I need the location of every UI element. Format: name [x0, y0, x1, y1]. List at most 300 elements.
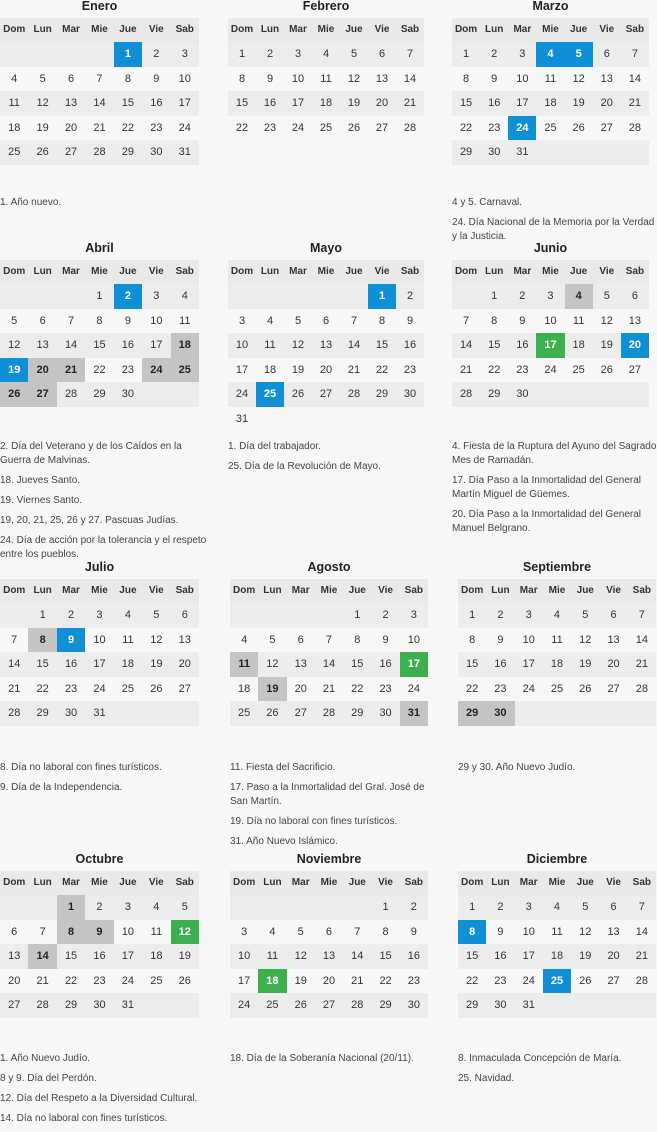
day-cell[interactable]: 26 [287, 993, 315, 1018]
day-cell[interactable]: 4 [312, 42, 340, 67]
day-cell[interactable]: 10 [516, 72, 529, 85]
day-cell[interactable]: 4 [536, 42, 564, 67]
day-cell[interactable]: 11 [258, 944, 286, 969]
day-cell[interactable]: 28 [628, 121, 642, 134]
day-cell[interactable]: 4 [543, 895, 571, 920]
day-cell[interactable]: 8 [469, 633, 476, 646]
day-cell[interactable]: 17 [114, 944, 142, 969]
day-cell[interactable]: 28 [403, 121, 417, 134]
day-cell[interactable]: 26 [579, 974, 592, 987]
day-cell[interactable]: 14 [343, 944, 371, 969]
day-cell[interactable]: 14 [340, 333, 368, 358]
day-cell[interactable]: 12 [579, 633, 592, 646]
day-cell[interactable]: 20 [322, 974, 336, 987]
day-cell[interactable]: 24 [93, 682, 106, 695]
day-cell[interactable]: 15 [368, 333, 396, 358]
day-cell[interactable]: 8 [378, 314, 386, 327]
day-cell[interactable]: 13 [607, 633, 620, 646]
day-cell[interactable]: 14 [635, 633, 648, 646]
day-cell[interactable]: 6 [593, 42, 621, 67]
day-cell[interactable]: 3 [241, 925, 248, 938]
day-cell[interactable]: 21 [621, 91, 649, 116]
day-cell[interactable]: 29 [57, 993, 85, 1018]
day-cell[interactable]: 24 [178, 121, 191, 134]
day-cell[interactable]: 19 [565, 91, 593, 116]
day-cell[interactable]: 5 [142, 603, 170, 628]
day-cell[interactable]: 1 [452, 42, 480, 67]
day-cell[interactable]: 17 [85, 652, 113, 677]
day-cell[interactable]: 16 [114, 333, 142, 358]
day-cell[interactable]: 28 [0, 701, 28, 726]
day-cell[interactable]: 16 [508, 333, 536, 358]
day-cell[interactable]: 13 [312, 333, 340, 358]
day-cell[interactable]: 21 [8, 682, 21, 695]
day-cell[interactable]: 15 [114, 91, 142, 116]
day-cell[interactable]: 13 [315, 944, 343, 969]
day-cell[interactable]: 1 [371, 895, 399, 920]
day-cell[interactable]: 22 [375, 363, 389, 376]
day-cell[interactable]: 1 [57, 895, 85, 920]
day-cell[interactable]: 5 [11, 314, 18, 327]
day-cell[interactable]: 23 [494, 974, 507, 987]
day-cell[interactable]: 28 [57, 382, 85, 407]
day-cell[interactable]: 27 [0, 993, 28, 1018]
day-cell[interactable]: 24 [230, 993, 258, 1018]
day-cell[interactable]: 24 [407, 682, 420, 695]
day-cell[interactable]: 25 [572, 363, 585, 376]
day-cell[interactable]: 23 [379, 682, 392, 695]
day-cell[interactable]: 27 [57, 140, 85, 165]
day-cell[interactable]: 4 [565, 284, 593, 309]
day-cell[interactable]: 11 [544, 72, 557, 85]
day-cell[interactable]: 20 [368, 91, 396, 116]
day-cell[interactable]: 3 [508, 42, 536, 67]
day-cell[interactable]: 8 [238, 72, 246, 85]
day-cell[interactable]: 17 [284, 91, 312, 116]
day-cell[interactable]: 14 [403, 72, 417, 85]
day-cell[interactable]: 12 [600, 314, 613, 327]
day-cell[interactable]: 26 [600, 363, 613, 376]
day-cell[interactable]: 10 [228, 333, 256, 358]
day-cell[interactable]: 5 [340, 42, 368, 67]
day-cell[interactable]: 5 [171, 895, 199, 920]
day-cell[interactable]: 30 [114, 382, 142, 407]
day-cell[interactable]: 12 [171, 920, 199, 945]
day-cell[interactable]: 6 [11, 925, 18, 938]
day-cell[interactable]: 18 [114, 652, 142, 677]
day-cell[interactable]: 3 [515, 603, 543, 628]
day-cell[interactable]: 25 [150, 974, 163, 987]
day-cell[interactable]: 1 [85, 284, 113, 309]
day-cell[interactable]: 25 [544, 121, 557, 134]
day-cell[interactable]: 10 [93, 633, 106, 646]
day-cell[interactable]: 25 [171, 358, 199, 383]
day-cell[interactable]: 4 [11, 72, 18, 85]
day-cell[interactable]: 21 [322, 682, 336, 695]
day-cell[interactable]: 10 [522, 633, 535, 646]
day-cell[interactable]: 22 [36, 682, 49, 695]
day-cell[interactable]: 9 [266, 72, 274, 85]
day-cell[interactable]: 30 [371, 701, 399, 726]
day-cell[interactable]: 22 [93, 363, 106, 376]
day-cell[interactable]: 19 [291, 363, 305, 376]
day-cell[interactable]: 12 [572, 72, 585, 85]
day-cell[interactable]: 19 [294, 974, 307, 987]
day-cell[interactable]: 28 [315, 701, 343, 726]
day-cell[interactable]: 12 [258, 652, 286, 677]
day-cell[interactable]: 26 [284, 382, 312, 407]
day-cell[interactable]: 6 [297, 633, 304, 646]
day-cell[interactable]: 7 [396, 42, 424, 67]
day-cell[interactable]: 25 [230, 701, 258, 726]
day-cell[interactable]: 9 [57, 628, 85, 653]
day-cell[interactable]: 15 [452, 91, 480, 116]
day-cell[interactable]: 20 [593, 91, 621, 116]
day-cell[interactable]: 23 [403, 363, 417, 376]
day-cell[interactable]: 5 [269, 633, 276, 646]
day-cell[interactable]: 23 [121, 363, 135, 376]
day-cell[interactable]: 8 [28, 628, 56, 653]
day-cell[interactable]: 23 [64, 682, 78, 695]
day-cell[interactable]: 29 [368, 382, 396, 407]
day-cell[interactable]: 6 [599, 603, 627, 628]
day-cell[interactable]: 27 [607, 682, 620, 695]
day-cell[interactable]: 14 [0, 652, 28, 677]
day-cell[interactable]: 2 [114, 284, 142, 309]
day-cell[interactable]: 27 [607, 974, 620, 987]
day-cell[interactable]: 30 [508, 382, 536, 407]
day-cell[interactable]: 7 [621, 42, 649, 67]
day-cell[interactable]: 10 [407, 633, 420, 646]
day-cell[interactable]: 27 [178, 682, 191, 695]
day-cell[interactable]: 28 [452, 382, 480, 407]
day-cell[interactable]: 15 [228, 91, 256, 116]
day-cell[interactable]: 2 [396, 284, 424, 309]
day-cell[interactable]: 13 [28, 333, 56, 358]
day-cell[interactable]: 29 [343, 701, 371, 726]
day-cell[interactable]: 5 [571, 895, 599, 920]
day-cell[interactable]: 8 [124, 72, 131, 85]
day-cell[interactable]: 15 [343, 652, 371, 677]
day-cell[interactable]: 3 [238, 314, 246, 327]
day-cell[interactable]: 21 [396, 91, 424, 116]
day-cell[interactable]: 8 [491, 314, 498, 327]
day-cell[interactable]: 21 [628, 944, 656, 969]
day-cell[interactable]: 3 [85, 603, 113, 628]
day-cell[interactable]: 4 [543, 603, 571, 628]
day-cell[interactable]: 18 [8, 121, 21, 134]
day-cell[interactable]: 20 [294, 682, 307, 695]
day-cell[interactable]: 23 [150, 121, 163, 134]
day-cell[interactable]: 28 [28, 993, 56, 1018]
day-cell[interactable]: 31 [85, 701, 113, 726]
day-cell[interactable]: 2 [486, 603, 514, 628]
day-cell[interactable]: 11 [551, 925, 563, 938]
day-cell[interactable]: 14 [57, 333, 85, 358]
day-cell[interactable]: 15 [458, 944, 486, 969]
day-cell[interactable]: 4 [241, 633, 248, 646]
day-cell[interactable]: 12 [287, 944, 315, 969]
day-cell[interactable]: 30 [486, 993, 514, 1018]
day-cell[interactable]: 2 [508, 284, 536, 309]
day-cell[interactable]: 11 [150, 925, 163, 938]
day-cell[interactable]: 30 [142, 140, 170, 165]
day-cell[interactable]: 21 [57, 358, 85, 383]
day-cell[interactable]: 16 [57, 652, 85, 677]
day-cell[interactable]: 4 [269, 925, 276, 938]
day-cell[interactable]: 12 [347, 72, 361, 85]
day-cell[interactable]: 19 [171, 944, 199, 969]
day-cell[interactable]: 11 [179, 314, 191, 327]
day-cell[interactable]: 26 [258, 701, 286, 726]
day-cell[interactable]: 14 [85, 91, 113, 116]
day-cell[interactable]: 4 [142, 895, 170, 920]
day-cell[interactable]: 7 [39, 925, 46, 938]
day-cell[interactable]: 2 [256, 42, 284, 67]
day-cell[interactable]: 24 [121, 974, 135, 987]
day-cell[interactable]: 20 [171, 652, 199, 677]
day-cell[interactable]: 29 [452, 140, 480, 165]
day-cell[interactable]: 14 [628, 72, 642, 85]
day-cell[interactable]: 11 [0, 91, 28, 116]
day-cell[interactable]: 19 [142, 652, 170, 677]
day-cell[interactable]: 19 [571, 652, 599, 677]
day-cell[interactable]: 3 [142, 284, 170, 309]
day-cell[interactable]: 24 [142, 358, 170, 383]
day-cell[interactable]: 15 [57, 944, 85, 969]
day-cell[interactable]: 13 [178, 633, 191, 646]
day-cell[interactable]: 18 [543, 652, 571, 677]
day-cell[interactable]: 29 [480, 382, 508, 407]
day-cell[interactable]: 8 [57, 920, 85, 945]
day-cell[interactable]: 6 [322, 314, 330, 327]
day-cell[interactable]: 9 [124, 314, 131, 327]
day-cell[interactable]: 8 [354, 633, 361, 646]
day-cell[interactable]: 7 [628, 895, 656, 920]
day-cell[interactable]: 5 [297, 925, 304, 938]
day-cell[interactable]: 22 [379, 974, 392, 987]
day-cell[interactable]: 6 [39, 314, 46, 327]
day-cell[interactable]: 26 [178, 974, 191, 987]
day-cell[interactable]: 21 [36, 974, 49, 987]
day-cell[interactable]: 27 [315, 993, 343, 1018]
day-cell[interactable]: 19 [593, 333, 621, 358]
day-cell[interactable]: 7 [11, 633, 18, 646]
day-cell[interactable]: 25 [121, 682, 135, 695]
day-cell[interactable]: 28 [85, 140, 113, 165]
day-cell[interactable]: 6 [621, 284, 649, 309]
day-cell[interactable]: 20 [599, 944, 627, 969]
day-cell[interactable]: 9 [519, 314, 526, 327]
day-cell[interactable]: 23 [516, 363, 529, 376]
day-cell[interactable]: 30 [85, 993, 113, 1018]
day-cell[interactable]: 22 [235, 121, 249, 134]
day-cell[interactable]: 14 [315, 652, 343, 677]
day-cell[interactable]: 21 [628, 652, 656, 677]
day-cell[interactable]: 22 [351, 682, 364, 695]
day-cell[interactable]: 20 [599, 652, 627, 677]
day-cell[interactable]: 6 [599, 895, 627, 920]
day-cell[interactable]: 22 [466, 682, 479, 695]
day-cell[interactable]: 11 [572, 314, 585, 327]
day-cell[interactable]: 3 [284, 42, 312, 67]
day-cell[interactable]: 15 [371, 944, 399, 969]
day-cell[interactable]: 18 [171, 333, 199, 358]
day-cell[interactable]: 31 [235, 412, 249, 425]
day-cell[interactable]: 1 [480, 284, 508, 309]
day-cell[interactable]: 9 [497, 925, 504, 938]
day-cell[interactable]: 17 [235, 363, 249, 376]
day-cell[interactable]: 13 [628, 314, 642, 327]
day-cell[interactable]: 29 [458, 701, 486, 726]
day-cell[interactable]: 28 [635, 682, 648, 695]
day-cell[interactable]: 1 [114, 42, 142, 67]
day-cell[interactable]: 7 [463, 314, 470, 327]
day-cell[interactable]: 27 [375, 121, 389, 134]
day-cell[interactable]: 24 [522, 682, 535, 695]
day-cell[interactable]: 14 [635, 925, 648, 938]
day-cell[interactable]: 18 [565, 333, 593, 358]
day-cell[interactable]: 7 [350, 314, 358, 327]
day-cell[interactable]: 27 [312, 382, 340, 407]
day-cell[interactable]: 10 [522, 925, 535, 938]
day-cell[interactable]: 8 [463, 72, 470, 85]
day-cell[interactable]: 18 [263, 363, 277, 376]
day-cell[interactable]: 7 [68, 314, 75, 327]
day-cell[interactable]: 29 [114, 140, 142, 165]
day-cell[interactable]: 9 [406, 314, 414, 327]
day-cell[interactable]: 16 [85, 944, 113, 969]
day-cell[interactable]: 23 [488, 121, 501, 134]
day-cell[interactable]: 9 [382, 633, 389, 646]
day-cell[interactable]: 14 [28, 944, 56, 969]
day-cell[interactable]: 30 [396, 382, 424, 407]
day-cell[interactable]: 17 [515, 944, 543, 969]
day-cell[interactable]: 26 [0, 382, 28, 407]
day-cell[interactable]: 1 [28, 603, 56, 628]
day-cell[interactable]: 4 [266, 314, 274, 327]
day-cell[interactable]: 17 [238, 974, 251, 987]
day-cell[interactable]: 2 [400, 895, 428, 920]
day-cell[interactable]: 31 [515, 993, 543, 1018]
day-cell[interactable]: 1 [228, 42, 256, 67]
day-cell[interactable]: 8 [458, 920, 486, 945]
day-cell[interactable]: 27 [28, 382, 56, 407]
day-cell[interactable]: 1 [343, 603, 371, 628]
day-cell[interactable]: 31 [171, 140, 199, 165]
day-cell[interactable]: 13 [607, 925, 620, 938]
day-cell[interactable]: 6 [171, 603, 199, 628]
day-cell[interactable]: 2 [371, 603, 399, 628]
day-cell[interactable]: 17 [400, 652, 428, 677]
day-cell[interactable]: 16 [400, 944, 428, 969]
day-cell[interactable]: 13 [0, 944, 28, 969]
day-cell[interactable]: 10 [544, 314, 557, 327]
day-cell[interactable]: 21 [347, 363, 361, 376]
day-cell[interactable]: 21 [459, 363, 473, 376]
day-cell[interactable]: 19 [0, 358, 28, 383]
day-cell[interactable]: 3 [400, 603, 428, 628]
day-cell[interactable]: 18 [258, 969, 286, 994]
day-cell[interactable]: 30 [57, 701, 85, 726]
day-cell[interactable]: 15 [480, 333, 508, 358]
day-cell[interactable]: 1 [458, 895, 486, 920]
day-cell[interactable]: 23 [494, 682, 507, 695]
day-cell[interactable]: 10 [178, 72, 191, 85]
day-cell[interactable]: 18 [238, 682, 251, 695]
day-cell[interactable]: 2 [480, 42, 508, 67]
day-cell[interactable]: 16 [256, 91, 284, 116]
day-cell[interactable]: 22 [466, 974, 479, 987]
day-cell[interactable]: 18 [536, 91, 564, 116]
day-cell[interactable]: 10 [150, 314, 163, 327]
day-cell[interactable]: 11 [230, 652, 258, 677]
day-cell[interactable]: 12 [0, 333, 28, 358]
day-cell[interactable]: 15 [85, 333, 113, 358]
day-cell[interactable]: 8 [382, 925, 389, 938]
day-cell[interactable]: 26 [579, 682, 592, 695]
day-cell[interactable]: 16 [486, 652, 514, 677]
day-cell[interactable]: 9 [497, 633, 504, 646]
day-cell[interactable]: 6 [368, 42, 396, 67]
day-cell[interactable]: 17 [142, 333, 170, 358]
day-cell[interactable]: 7 [96, 72, 103, 85]
day-cell[interactable]: 31 [508, 140, 536, 165]
day-cell[interactable]: 23 [93, 974, 106, 987]
day-cell[interactable]: 3 [114, 895, 142, 920]
day-cell[interactable]: 11 [122, 633, 134, 646]
day-cell[interactable]: 25 [256, 382, 284, 407]
day-cell[interactable]: 25 [319, 121, 333, 134]
day-cell[interactable]: 26 [150, 682, 163, 695]
day-cell[interactable]: 29 [28, 701, 56, 726]
day-cell[interactable]: 22 [121, 121, 135, 134]
day-cell[interactable]: 27 [287, 701, 315, 726]
day-cell[interactable]: 19 [340, 91, 368, 116]
day-cell[interactable]: 9 [153, 72, 160, 85]
day-cell[interactable]: 16 [486, 944, 514, 969]
day-cell[interactable]: 7 [354, 925, 361, 938]
day-cell[interactable]: 13 [600, 72, 613, 85]
day-cell[interactable]: 14 [452, 333, 480, 358]
day-cell[interactable]: 28 [343, 993, 371, 1018]
day-cell[interactable]: 25 [550, 682, 564, 695]
day-cell[interactable]: 4 [171, 284, 199, 309]
day-cell[interactable]: 19 [36, 121, 49, 134]
day-cell[interactable]: 16 [396, 333, 424, 358]
day-cell[interactable]: 25 [0, 140, 28, 165]
day-cell[interactable]: 24 [544, 363, 557, 376]
day-cell[interactable]: 29 [458, 993, 486, 1018]
day-cell[interactable]: 3 [171, 42, 199, 67]
day-cell[interactable]: 6 [68, 72, 75, 85]
day-cell[interactable]: 29 [371, 993, 399, 1018]
day-cell[interactable]: 15 [28, 652, 56, 677]
day-cell[interactable]: 4 [114, 603, 142, 628]
day-cell[interactable]: 20 [8, 974, 21, 987]
day-cell[interactable]: 10 [230, 944, 258, 969]
day-cell[interactable]: 26 [28, 140, 56, 165]
day-cell[interactable]: 12 [579, 925, 592, 938]
day-cell[interactable]: 18 [543, 944, 571, 969]
day-cell[interactable]: 5 [294, 314, 302, 327]
day-cell[interactable]: 30 [400, 993, 428, 1018]
day-cell[interactable]: 16 [371, 652, 399, 677]
day-cell[interactable]: 20 [319, 363, 333, 376]
day-cell[interactable]: 22 [64, 974, 78, 987]
day-cell[interactable]: 15 [458, 652, 486, 677]
day-cell[interactable]: 20 [64, 121, 78, 134]
